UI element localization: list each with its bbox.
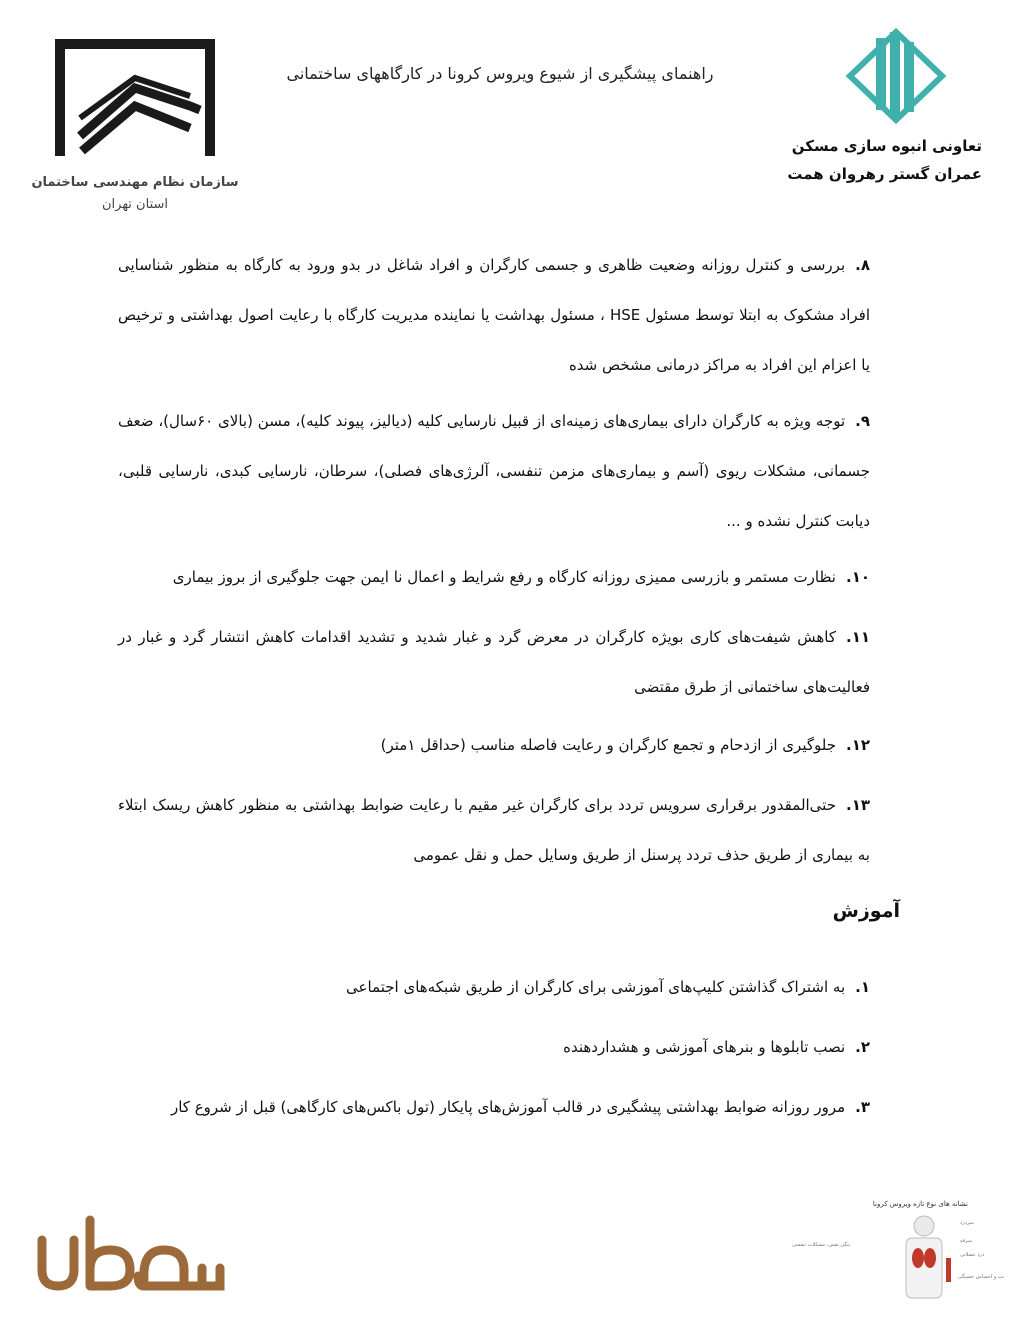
item-number: ۱۱.	[845, 628, 870, 646]
list-item	[118, 396, 870, 546]
coop-name-line2: عمران گستر رهروان همت	[787, 165, 982, 183]
item-number: ۱.	[855, 978, 870, 996]
list-item	[118, 552, 870, 602]
list-item	[118, 1022, 870, 1072]
symptom-label: سردرد	[960, 1220, 974, 1226]
list-item	[118, 240, 870, 390]
nezam-province: استان تهران	[101, 197, 168, 212]
human-figure-icon	[894, 1214, 954, 1306]
item-text: به اشتراک گذاشتن کلیپ‌های آموزشی برای کارگران از طریق شبکه‌های اجتماعی	[346, 978, 846, 996]
item-text: توجه ویژه به کارگران دارای بیماری‌های زمینه‌ای از قبیل نارسایی کلیه (دیالیز، پیوند کلیه)، مسن (بالای ۶۰سال)، ضعف جسمانی، مشکلات ریوی (آسم و بیماری‌های مزمن تنفسی، آلرژی‌های فصلی)، سرطان، نارسایی کبدی، نارسایی قلبی، دیابت کنترل نشده و ...	[118, 412, 870, 530]
item-text: مرور روزانه ضوابط بهداشتی پیشگیری در قالب آموزش‌های پایکار (تول باکس‌های کارگاهی) قبل از شروع کار	[170, 1098, 846, 1116]
section-heading: آموزش	[832, 900, 900, 922]
item-text: کاهش شیفت‌های کاری بویژه کارگران در معرض گرد و غبار شدید و تشدید اقدامات کاهش انتشار گرد و غبار در فعالیت‌های ساختمانی از طرق مقتضی	[118, 628, 870, 696]
coop-name-line1: تعاونی انبوه سازی مسکن	[791, 137, 982, 155]
coop-name	[722, 132, 982, 188]
coop-logo	[846, 28, 946, 124]
symptom-label: سرفه	[960, 1238, 973, 1244]
list-item	[118, 1082, 870, 1132]
page-title: راهنمای پیشگیری از شیوع ویروس کرونا در کارگاههای ساختمانی	[286, 64, 714, 83]
item-number: ۱۲.	[845, 736, 870, 754]
symptom-label: درد عضلانی	[960, 1252, 985, 1258]
symptoms-infographic	[782, 1200, 1005, 1310]
item-text: حتی‌المقدور برقراری سرویس تردد برای کارگران غیر مقیم با رعایت ضوابط بهداشتی به منظور کاهش ریسک ابتلاء به بیماری از طریق حذف تردد پرسنل از طریق وسایل حمل و نقل عمومی	[118, 796, 870, 864]
list-item	[118, 612, 870, 712]
nezam-logo	[50, 36, 220, 166]
nezam-name: سازمان نظام مهندسی ساختمان	[31, 175, 239, 190]
item-text: بررسی و کنترل روزانه وضعیت ظاهری و جسمی کارگران و افراد شاغل در بدو ورود به کارگاه به منظور شناسایی افراد مشکوک به ابتلا توسط مسئول HSE ، مسئول بهداشت یا نماینده مدیریت کارگاه با رعایت اصول بهداشتی و ترخیص یا اعزام این افراد به مراکز درمانی مشخص شده	[118, 256, 870, 374]
item-number: ۹.	[855, 412, 871, 430]
symptom-label: تب و احساس خستگی	[958, 1274, 1005, 1280]
list-item	[118, 780, 870, 880]
item-text: نصب تابلوها و بنرهای آموزشی و هشداردهنده	[563, 1038, 846, 1056]
item-text: نظارت مستمر و بازرسی ممیزی روزانه کارگاه و رفع شرایط و اعمال نا ایمن جهت جلوگیری از بروز بیماری	[172, 568, 836, 586]
item-number: ۳.	[855, 1098, 870, 1116]
item-number: ۸.	[855, 256, 870, 274]
list-item	[118, 720, 870, 770]
symptom-label: تنگی نفس، مشکلات تنفسی	[792, 1242, 851, 1248]
item-number: ۱۳.	[845, 796, 870, 814]
infographic-title: نشانه های نوع تازه ویروس کرونا	[872, 1200, 968, 1208]
brand-logo	[34, 1210, 230, 1300]
item-number: ۱۰.	[845, 568, 870, 586]
list-item	[118, 962, 870, 1012]
item-number: ۲.	[855, 1038, 870, 1056]
item-text: جلوگیری از ازدحام و تجمع کارگران و رعایت فاصله مناسب (حداقل ۱متر)	[380, 736, 836, 754]
nezam-caption	[30, 172, 240, 216]
